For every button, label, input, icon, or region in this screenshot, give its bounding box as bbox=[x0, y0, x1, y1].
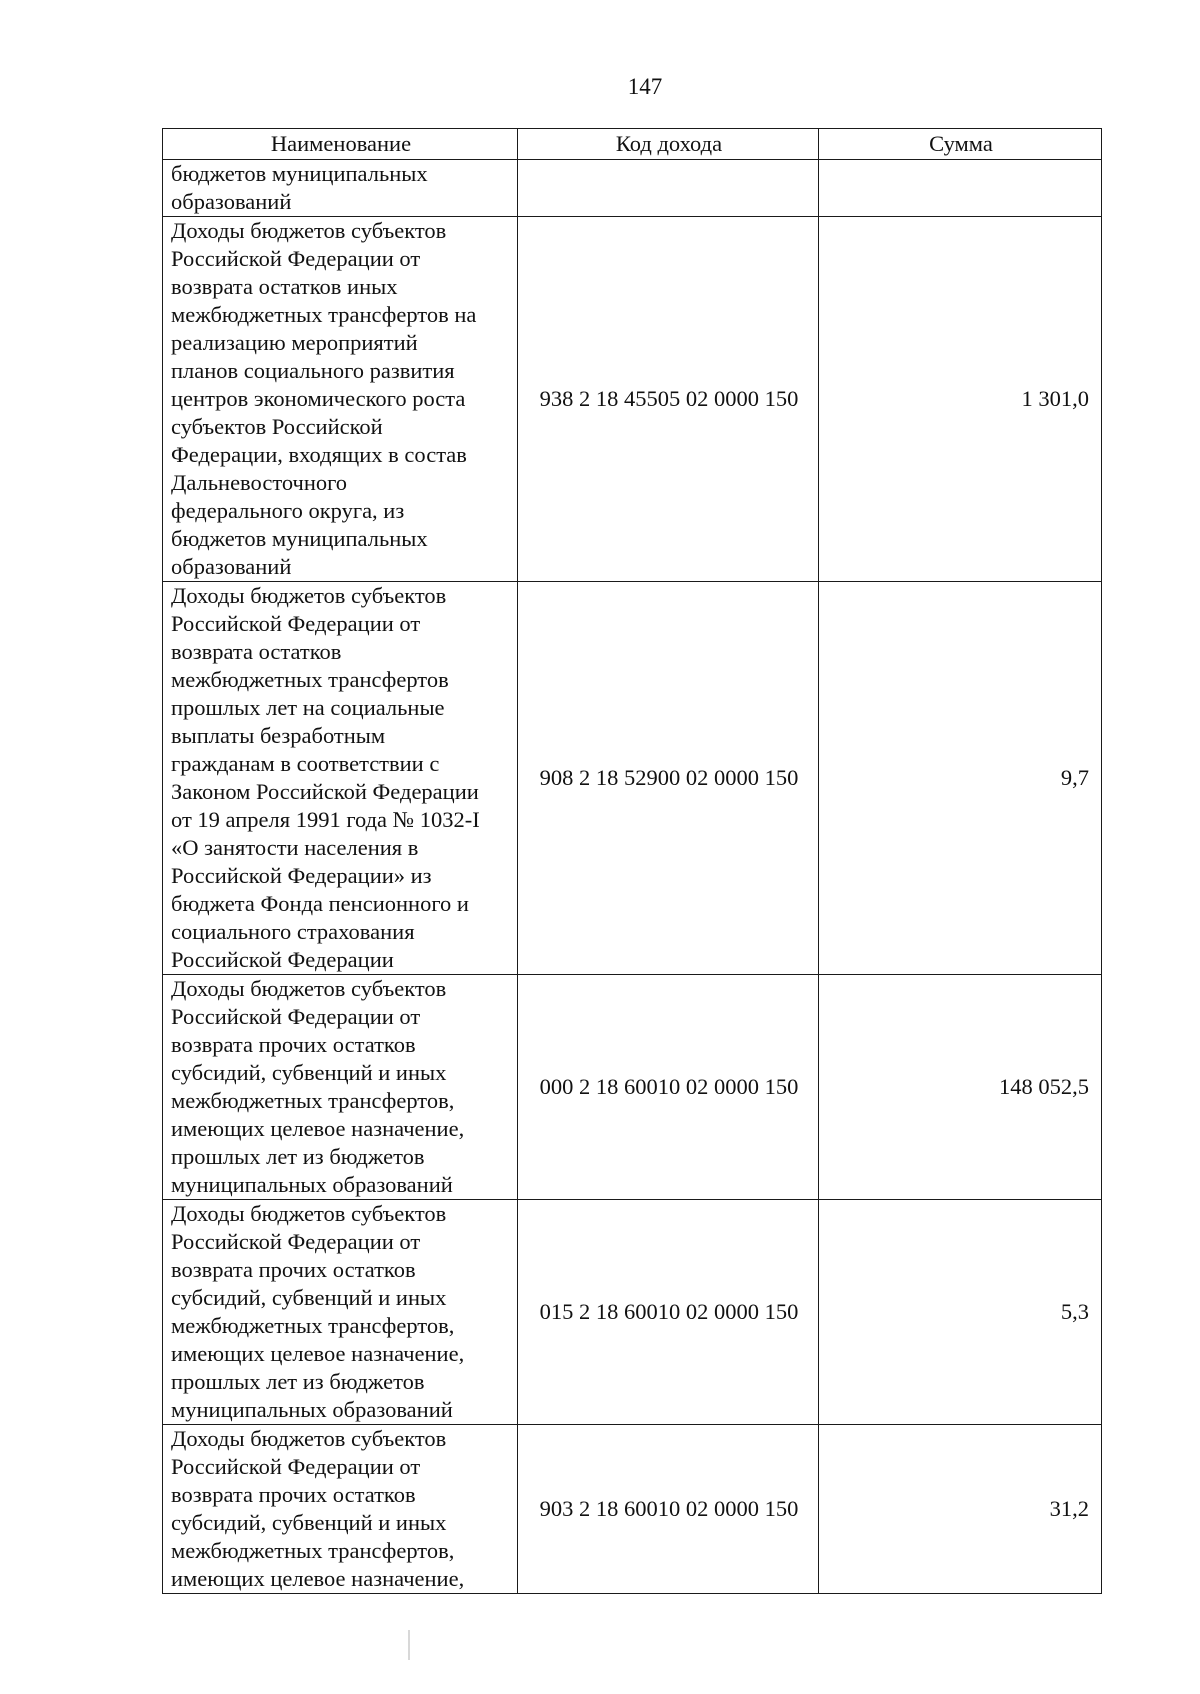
row-code bbox=[518, 160, 819, 217]
header-sum: Сумма bbox=[819, 129, 1102, 160]
row-name: бюджетов муниципальных образований bbox=[163, 160, 518, 217]
row-sum: 9,7 bbox=[819, 582, 1102, 975]
row-name: Доходы бюджетов субъектов Российской Федерации от возврата прочих остатков субсидий, субвенций и иных межбюджетных трансфертов, имеющих целевое назначение, прошлых лет из бюджетов муниципальных образований bbox=[163, 975, 518, 1200]
row-code: 908 2 18 52900 02 0000 150 bbox=[518, 582, 819, 975]
row-sum: 1 301,0 bbox=[819, 217, 1102, 582]
table-row bbox=[163, 582, 1102, 975]
table-row bbox=[163, 217, 1102, 582]
row-sum bbox=[819, 160, 1102, 217]
table-row bbox=[163, 1425, 1102, 1594]
row-name: Доходы бюджетов субъектов Российской Федерации от возврата прочих остатков субсидий, субвенций и иных межбюджетных трансфертов, имеющих целевое назначение, bbox=[163, 1425, 518, 1594]
row-name: Доходы бюджетов субъектов Российской Федерации от возврата остатков межбюджетных трансфертов прошлых лет на социальные выплаты безработным гражданам в соответствии с Законом Российской Федерации от 19 апреля 1991 года № 1032-I «О занятости населения в Российской Федерации» из бюджета Фонда пенсионного и социального страхования Российской Федерации bbox=[163, 582, 518, 975]
row-code: 903 2 18 60010 02 0000 150 bbox=[518, 1425, 819, 1594]
revenue-table bbox=[162, 128, 1102, 1594]
scan-artifact bbox=[408, 1630, 410, 1660]
row-code: 015 2 18 60010 02 0000 150 bbox=[518, 1200, 819, 1425]
row-code: 000 2 18 60010 02 0000 150 bbox=[518, 975, 819, 1200]
row-name: Доходы бюджетов субъектов Российской Федерации от возврата прочих остатков субсидий, субвенций и иных межбюджетных трансфертов, имеющих целевое назначение, прошлых лет из бюджетов муниципальных образований bbox=[163, 1200, 518, 1425]
table-row bbox=[163, 1200, 1102, 1425]
row-sum: 148 052,5 bbox=[819, 975, 1102, 1200]
table-row bbox=[163, 160, 1102, 217]
row-sum: 5,3 bbox=[819, 1200, 1102, 1425]
row-name: Доходы бюджетов субъектов Российской Федерации от возврата остатков иных межбюджетных трансфертов на реализацию мероприятий планов социального развития центров экономического роста субъектов Российской Федерации, входящих в состав Дальневосточного федерального округа, из бюджетов муниципальных образований bbox=[163, 217, 518, 582]
header-code: Код дохода bbox=[518, 129, 819, 160]
header-name: Наименование bbox=[163, 129, 518, 160]
table-header-row bbox=[163, 129, 1102, 160]
page-number: 147 bbox=[627, 74, 663, 99]
row-code: 938 2 18 45505 02 0000 150 bbox=[518, 217, 819, 582]
table-row bbox=[163, 975, 1102, 1200]
row-sum: 31,2 bbox=[819, 1425, 1102, 1594]
